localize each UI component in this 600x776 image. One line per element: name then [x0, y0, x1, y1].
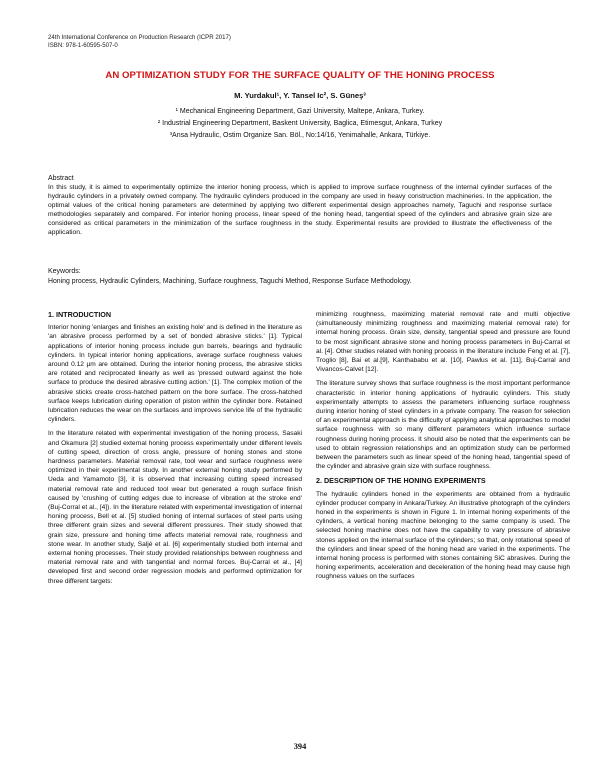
section-2-heading: 2. DESCRIPTION OF THE HONING EXPERIMENTS: [316, 476, 486, 486]
section-1-heading: 1. INTRODUCTION: [48, 310, 112, 319]
right-paragraph-1: minimizing roughness, maximizing material removal rate and multi objective (simultaneously minimizing roughness and maximizing material removal rate) for internal honing process. Grain size, density, tangential speed and pressure are found to be most significant abrasive stone and honing process parameters in Buj-Carral et al. [4]. Other studies related with honing process in the literature include Feng et al. [7], Troglio [8], Bai et al.[9], Kanthababu et al. [10], Pawlus et al. [11], Buj-Carral and Vivancos-Calvet [12].: [316, 311, 570, 374]
affiliation-1: ¹ Mechanical Engineering Department, Gazi University, Maltepe, Ankara, Turkey.: [175, 108, 425, 115]
right-column: [316, 310, 570, 587]
keywords-text: Honing process, Hydraulic Cylinders, Machining, Surface roughness, Taguchi Method, Response Surface Methodology.: [48, 278, 412, 285]
right-paragraph-2: The literature survey shows that surface roughness is the most important performance characteristic in interior honing applications of hydraulic cylinders. This study experimentally attempts to assess the parameters influencing surface roughness during interior honing of steel cylinders in a private company. The reason for selection of an experimental approach is the difficulty of applying analytical approaches to model surface roughness with so many different parameters which influence surface roughness during honing process. It should also be noted that the experiments can be used to obtain regression relationships and an optimization study can be performed between the parameters such as linear speed of the honing head, tangential speed of the cylinder and abrasive grain size with surface roughness.: [316, 380, 570, 471]
isbn: ISBN: 978-1-60595-507-0: [48, 42, 118, 49]
abstract-heading: Abstract: [48, 175, 74, 182]
abstract-text: In this study, it is aimed to experimentally optimize the interior honing process, which is applied to improve surface roughness of the internal cylinder surfaces of the hydraulic cylinders in a privately owned company. The hydraulic cylinders produced in the company are used in heavy construction machineries. In the application, the optimal values of the critical honing parameters are determined by applying two different experimental design approaches namely, Taguchi and response surface methodologies separately and compared. For interior honing process, linear speed of the honing head, tangential speed of the cylinders and abrasive grain size are considered as critical parameters in the minimization of the surface roughness in the study. Experimental results are provided to illustrate the effectiveness of the application.: [48, 184, 552, 237]
left-paragraph-2: In the literature related with experimental investigation of the honing process, Sasaki and Okamura [2] studied external honing process experimentally under different levels of cutting speed, direction of cross angle, pressure of honing stones and stone hardness parameters. Material removal rate, tool wear and surface roughness were optimized in their experimental study. In another external honing study performed by Ueda and Yamamoto [3], it is observed that increasing cutting speed increased material removal rate and reduced tool wear but generated a rough surface finish caused by 'crushing of cutting edges due to increase of vibration at the stroke end' (Buj-Corral et al., [4]). In the literature related with experimental investigation of internal honing process, Bell et al. [5] studied honing of internal surfaces of steel parts using three different grain sizes and several different pressures. Their study showed that grain size, pressure and honing time affects material removal rate, roughness and stone wear. In another study, Saljé et al. [6] experimentally studied both internal and external honing processes. Their study provided relationships between roughness and material removal rate and with tangential and normal forces. Buj-Carral et al., [4] developed first and second order regression models and performed optimization for three different targets:: [48, 430, 302, 585]
right-paragraph-3: The hydraulic cylinders honed in the experiments are obtained from a hydraulic cylinder producer company in Ankara/Turkey. An illustrative photograph of the cylinders honed in the experiments is shown in Figure 1. In internal honing experiments of the cylinders, a vertical honing machine belonging to the same company is used. The selected honing machine does not have the capability to vary pressure of abrasive stones applied on the internal surface of the cylinders; so that, only rotational speed of the cylinders and linear speed of the honing head are varied in the experiments. The internal honing process is performed with stones containing SiC abrasives. During the honing experiments, acceleration and deceleration of the honing head may cause high roughness values on the surfaces: [316, 490, 570, 581]
left-paragraph-1: Interior honing 'enlarges and finishes an existing hole' and is defined in the literature as 'an abrasive process performed by a set of bonded abrasive sticks.' [1]. Typical applications of interior honing process include gun barrels, bearings and hydraulic cylinders. In typical interior honing applications, average surface roughness values around 0.12 µm are obtained. During the interior honing process, the abrasive sticks are rotated and reciprocated linearly as well as 'pressed outward against the hole surface to produce the desired abrasive cutting action.' [1]. The complex motion of the abrasive sticks create cross-hatched pattern on the bore surface. The cross-hatched surface keeps lubrication during operation of piston within the cylinder bore. Retained lubrication reduces the wear on the surfaces and improves service life of the hydraulic cylinders.: [48, 324, 302, 424]
conference-name: 24th International Conference on Production Research (ICPR 2017): [48, 34, 231, 41]
keywords-heading: Keywords:: [48, 268, 81, 275]
authors: M. Yurdakul¹, Y. Tansel Ic², S. Güneş³: [234, 91, 366, 100]
page-number: 394: [293, 742, 307, 751]
affiliation-2: ² Industrial Engineering Department, Baskent University, Baglica, Etimesgut, Ankara, Turkey: [157, 120, 443, 127]
affiliation-3: ³Ansa Hydraulic, Ostim Organize San. Böl., No:14/16, Yenimahalle, Ankara, Türkiye.: [169, 132, 431, 139]
paper-title: AN OPTIMIZATION STUDY FOR THE SURFACE QUALITY OF THE HONING PROCESS: [105, 70, 495, 81]
conference-header: [48, 34, 231, 50]
left-column: [48, 310, 302, 591]
